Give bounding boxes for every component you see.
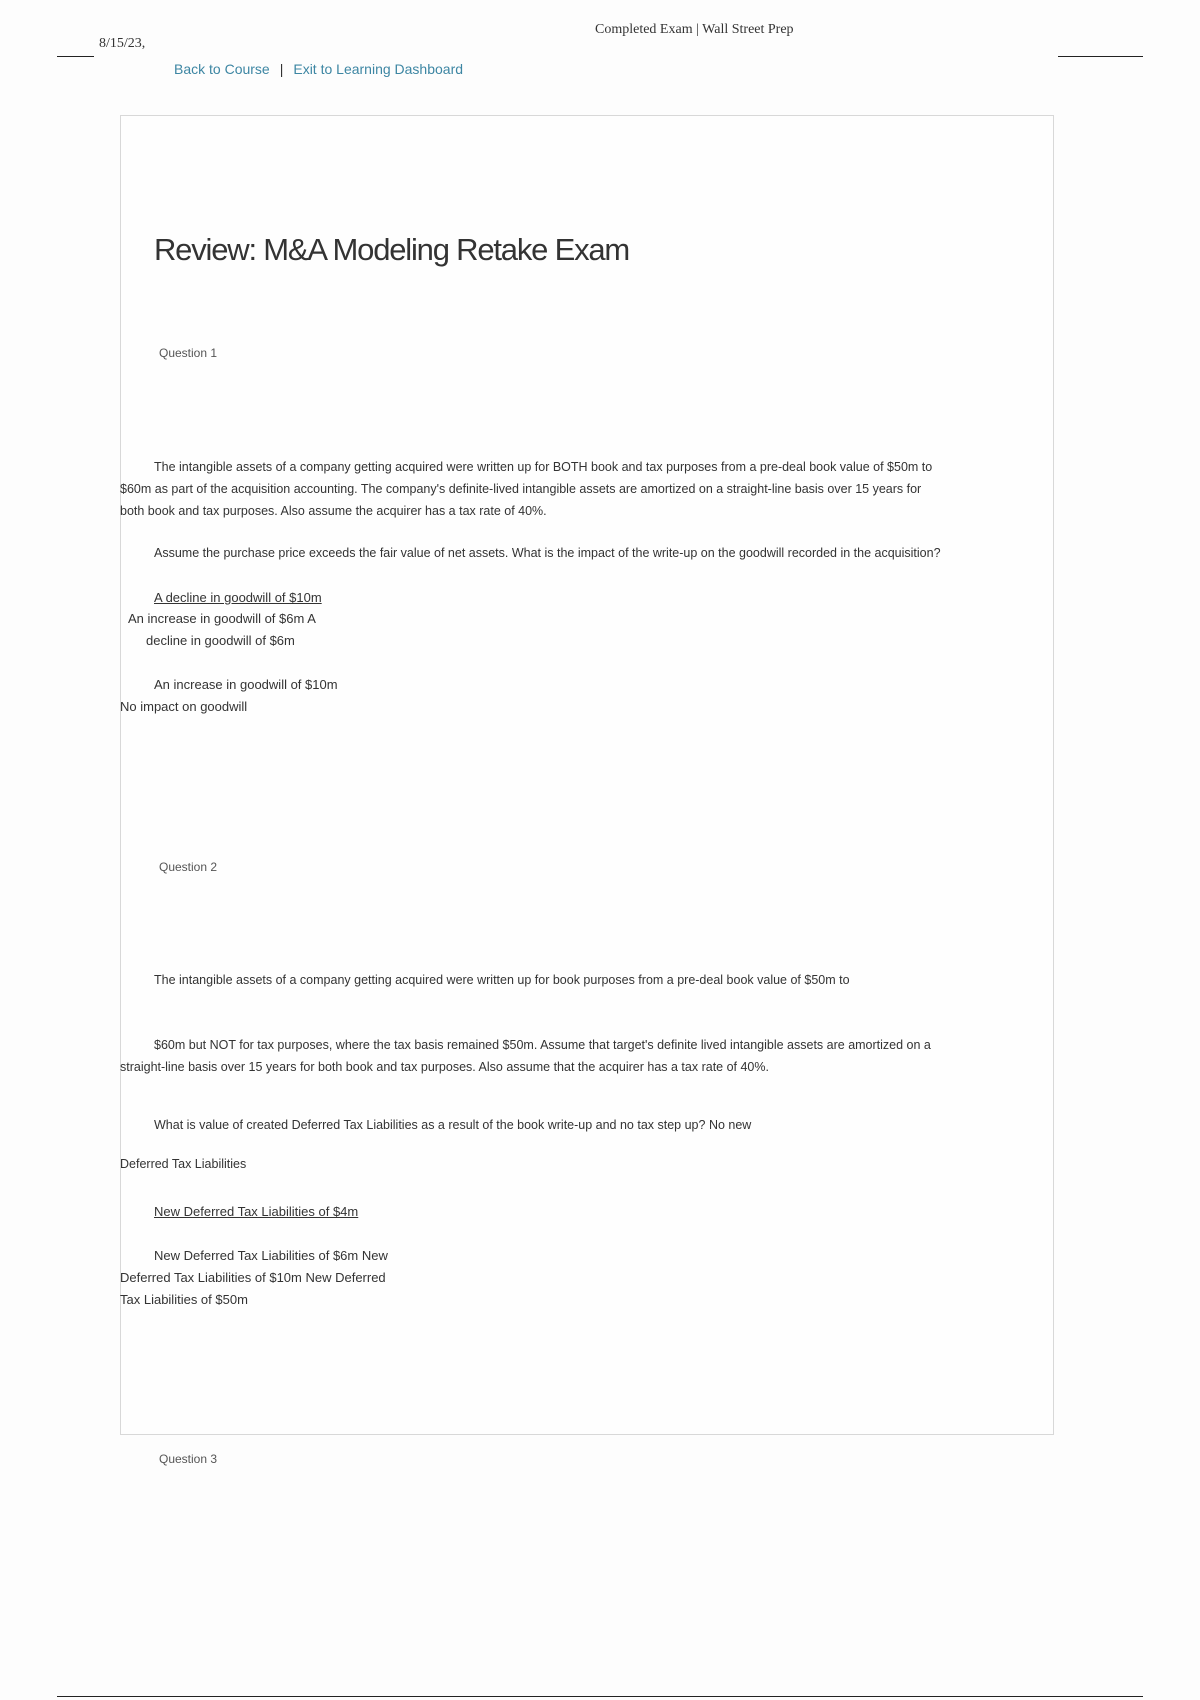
question-1-text-line-3: both book and tax purposes. Also assume the acquirer has a tax rate of 40%.: [120, 504, 547, 518]
print-page-title: Completed Exam | Wall Street Prep: [595, 22, 794, 37]
question-1-option[interactable]: An increase in goodwill of $6m A: [128, 611, 316, 626]
back-to-course-link[interactable]: Back to Course: [174, 61, 270, 77]
question-1-text-line-1: The intangible assets of a company getting acquired were written up for BOTH book and tax purposes from a pre-deal book value of $50m to: [154, 460, 933, 474]
exam-review-panel: [120, 115, 1054, 1435]
footer-rule: [57, 1696, 1143, 1697]
question-2-text-line-2: $60m but NOT for tax purposes, where the tax basis remained $50m. Assume that target's definite lived intangible assets are amortized on a: [154, 1038, 931, 1052]
question-2-prompt-continued: Deferred Tax Liabilities: [120, 1157, 247, 1171]
question-1-label: Question 1: [159, 346, 218, 360]
question-1-text-line-2: $60m as part of the acquisition accounting. The company's definite-lived intangible assets are amortized on a straight-line basis over 15 years for: [120, 482, 922, 496]
question-1-option[interactable]: decline in goodwill of $6m: [146, 633, 295, 648]
question-2-prompt: What is value of created Deferred Tax Liabilities as a result of the book write-up and no tax step up? No new: [154, 1118, 752, 1132]
question-2-option-selected[interactable]: New Deferred Tax Liabilities of $4m: [154, 1204, 359, 1219]
nav-links: [174, 61, 463, 79]
question-1-option[interactable]: An increase in goodwill of $10m: [154, 677, 338, 692]
exit-to-dashboard-link[interactable]: Exit to Learning Dashboard: [293, 61, 464, 77]
question-2-label: Question 2: [159, 860, 218, 874]
question-1-option-selected[interactable]: A decline in goodwill of $10m: [154, 590, 322, 605]
question-1-option[interactable]: No impact on goodwill: [120, 699, 248, 714]
question-2-option[interactable]: Tax Liabilities of $50m: [120, 1292, 248, 1307]
page-title: Review: M&A Modeling Retake Exam: [154, 232, 630, 267]
print-date: 8/15/23,: [99, 36, 146, 51]
question-2-option[interactable]: Deferred Tax Liabilities of $10m New Deferred: [120, 1270, 386, 1285]
nav-separator: |: [279, 61, 284, 77]
header-rule-right: [1058, 56, 1143, 57]
question-2-text-line-1: The intangible assets of a company getting acquired were written up for book purposes from a pre-deal book value of $50m to: [154, 973, 850, 987]
question-1-prompt: Assume the purchase price exceeds the fair value of net assets. What is the impact of the write-up on the goodwill recorded in the acquisition?: [154, 546, 941, 560]
question-3-label: Question 3: [159, 1452, 218, 1466]
question-2-text-line-3: straight-line basis over 15 years for both book and tax purposes. Also assume that the acquirer has a tax rate of 40%.: [120, 1060, 769, 1074]
question-2-option[interactable]: New Deferred Tax Liabilities of $6m New: [154, 1248, 388, 1263]
header-rule-left: [57, 56, 94, 57]
